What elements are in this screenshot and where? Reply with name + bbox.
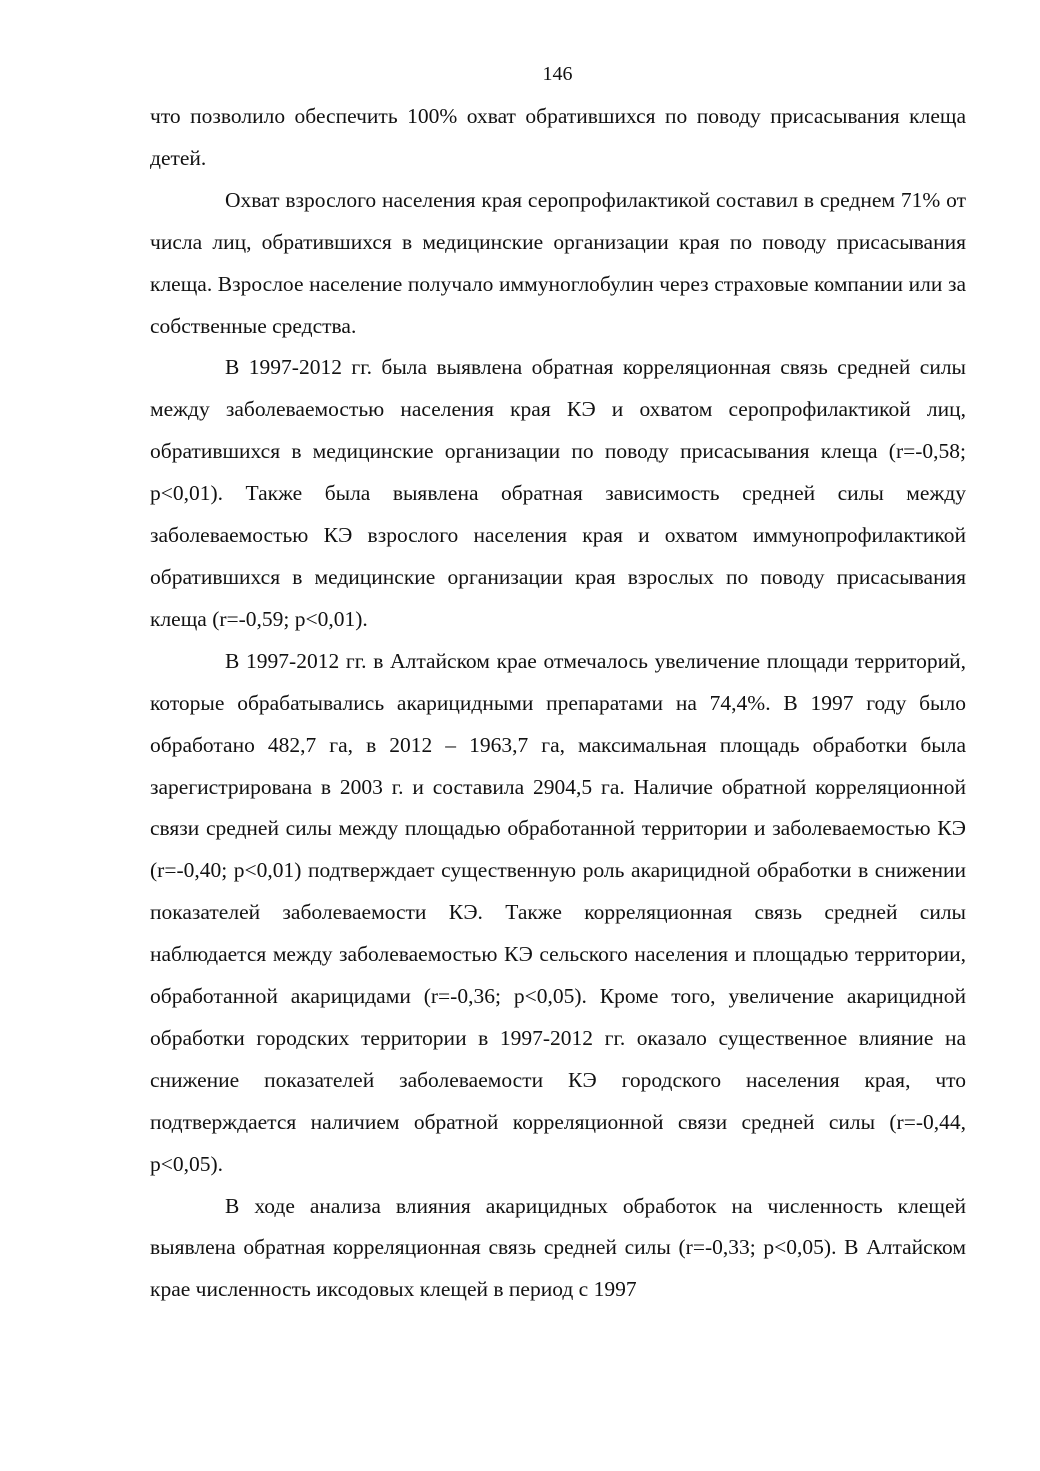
- body-text: [150, 96, 966, 1311]
- paragraph-2: Охват взрослого населения края серопрофилактикой составил в среднем 71% от числа лиц, обратившихся в медицинские организации края по поводу присасывания клеща. Взрослое население получало иммуноглобулин через страховые компании или за собственные средства.: [150, 187, 966, 338]
- paragraph-4: В 1997-2012 гг. в Алтайском крае отмечалось увеличение площади территорий, которые обрабатывались акарицидными препаратами на 74,4%. В 1997 году было обработано 482,7 га, в 2012 – 1963,7 га, максимальная площадь обработки была зарегистрирована в 2003 г. и составила 2904,5 га. Наличие обратной корреляционной связи средней силы между площадью обработанной территории и заболеваемостью КЭ (r=-0,40; p<0,01) подтверждает существенную роль акарицидной обработки в снижении показателей заболеваемости КЭ. Также корреляционная связь средней силы наблюдается между заболеваемостью КЭ сельского населения и площадью территории, обработанной акарицидами (r=-0,36; p<0,05). Кроме того, увеличение акарицидной обработки городских территории в 1997-2012 гг. оказало существенное влияние на снижение показателей заболеваемости КЭ городского населения края, что подтверждается наличием обратной корреляционной связи средней силы (r=-0,44, p<0,05).: [150, 648, 966, 1176]
- paragraph-5: В ходе анализа влияния акарицидных обработок на численность клещей выявлена обратная корреляционная связь средней силы (r=-0,33; p<0,05). В Алтайском крае численность иксодовых клещей в период с 1997: [150, 1193, 966, 1302]
- paragraph-1: что позволило обеспечить 100% охват обратившихся по поводу присасывания клеща детей.: [150, 104, 966, 170]
- paragraph-3: В 1997-2012 гг. была выявлена обратная корреляционная связь средней силы между заболеваемостью населения края КЭ и охватом серопрофилактикой лиц, обратившихся в медицинские организации по поводу присасывания клеща (r=-0,58; p<0,01). Также была выявлена обратная зависимость средней силы между заболеваемостью КЭ взрослого населения края и охватом иммунопрофилактикой обратившихся в медицинские организации края взрослых по поводу присасывания клеща (r=-0,59; p<0,01).: [150, 355, 966, 631]
- page-number: 146: [542, 63, 573, 85]
